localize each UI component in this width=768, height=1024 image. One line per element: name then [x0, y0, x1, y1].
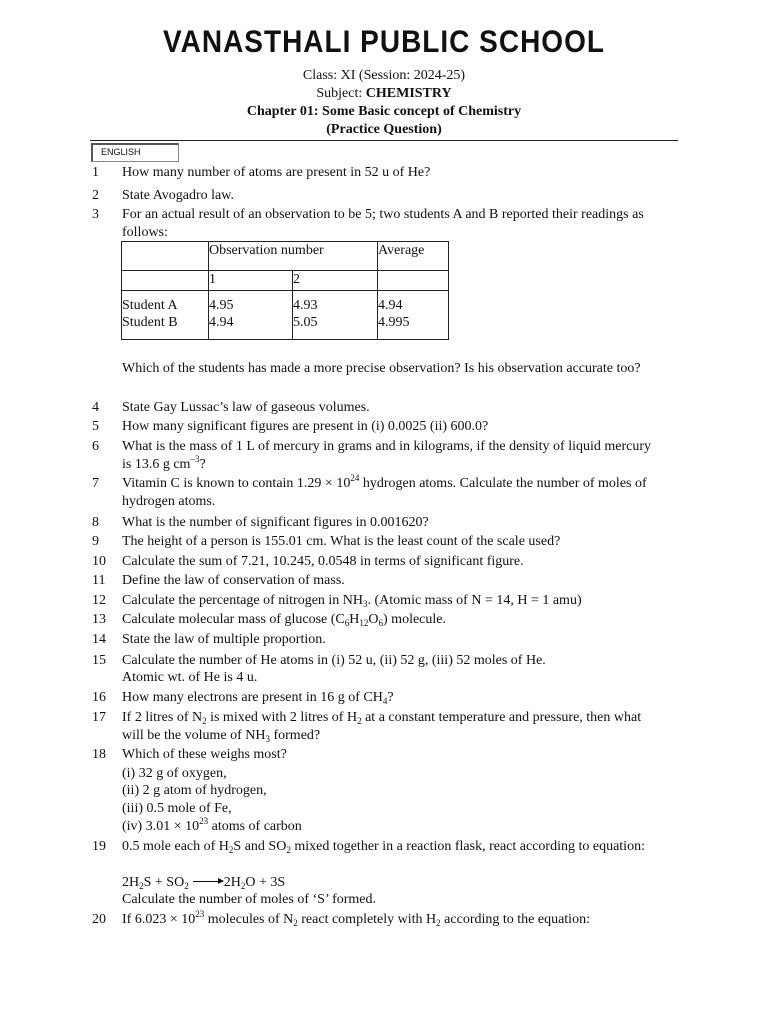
- question-number: 12: [92, 593, 106, 608]
- subscript: 3: [363, 599, 368, 609]
- subscript: 3: [265, 733, 270, 744]
- question-text: [122, 709, 662, 744]
- question-text: How many significant figures are present in (i) 0.0025 (ii) 600.0?: [122, 419, 489, 434]
- superscript: 23: [199, 816, 209, 826]
- text-part: at a constant temperature and pressure, then what will be the volume of NH: [122, 710, 642, 743]
- table-cell: 4.995: [378, 315, 410, 330]
- subject-name: CHEMISTRY: [365, 86, 452, 101]
- question-text: How many number of atoms are present in 52 u of He?: [122, 165, 431, 180]
- superscript: 24: [350, 473, 360, 483]
- subscript: 6: [344, 618, 350, 628]
- text-part: Vitamin C is known to contain 1.29 × 10: [122, 476, 351, 491]
- text-part: is mixed with 2 litres of H: [206, 710, 358, 725]
- question-text: [122, 911, 662, 929]
- subscript: 12: [359, 618, 369, 628]
- question-number: 17: [92, 710, 106, 725]
- text-part: 2H: [223, 875, 241, 890]
- reaction-arrow-icon: [193, 881, 223, 882]
- question-text: State Avogadro law.: [122, 188, 234, 203]
- text-part: S and SO: [233, 839, 287, 854]
- question-text: State Gay Lussac’s law of gaseous volumes.: [122, 400, 370, 415]
- question-number: 11: [92, 573, 106, 588]
- option-iv: [122, 818, 302, 836]
- text-part: O + 3S: [245, 875, 286, 890]
- text-part: atoms of carbon: [208, 819, 302, 834]
- text-part: react completely with H: [297, 912, 437, 927]
- text-part: . (Atomic mass of N = 14, H = 1 amu): [367, 593, 582, 608]
- language-tab[interactable]: ENGLISH: [91, 143, 179, 162]
- subscript: 2: [202, 716, 207, 726]
- text-part: hydrogen atoms. Calculate the number of moles of hydrogen atoms.: [122, 476, 647, 509]
- question-number: 4: [92, 400, 99, 415]
- subject-line: [0, 85, 768, 103]
- header-rule: [90, 140, 678, 141]
- chapter-title: Chapter 01: Some Basic concept of Chemistry: [246, 104, 522, 119]
- text-part: If 6.023 × 10: [122, 912, 196, 927]
- text-part: Calculate molecular mass of glucose (C: [122, 612, 345, 627]
- student-a-label: Student A: [122, 298, 178, 313]
- superscript: 23: [195, 909, 205, 919]
- table-cell: 5.05: [293, 315, 318, 330]
- option-iii: (iii) 0.5 mole of Fe,: [122, 801, 232, 816]
- question-number: 20: [92, 912, 106, 927]
- text-part: mixed together in a reaction flask, react according to equation:: [290, 839, 645, 854]
- subscript: 2: [139, 881, 144, 891]
- question-text: Calculate the number of He atoms in (i) 52 u, (ii) 52 g, (iii) 52 moles of He.: [122, 653, 546, 668]
- subscript: 6: [378, 618, 384, 628]
- question-number: 10: [92, 554, 106, 569]
- option-i: (i) 32 g of oxygen,: [122, 766, 227, 781]
- table-cell: [122, 242, 209, 271]
- question-number: 19: [92, 839, 106, 854]
- subscript: 2: [240, 881, 246, 891]
- question-number: 2: [92, 188, 99, 203]
- question-number: 14: [92, 632, 106, 647]
- question-number: 13: [92, 612, 106, 627]
- question-text: For an actual result of an observation to be 5; two students A and B reported their readings as follows:: [122, 207, 644, 240]
- subscript: 2: [436, 918, 441, 928]
- option-ii: (ii) 2 g atom of hydrogen,: [122, 783, 267, 798]
- question-number: 15: [92, 653, 106, 668]
- question-text: Calculate the sum of 7.21, 10.245, 0.0548 in terms of significant figure.: [122, 554, 524, 569]
- question-15-note: Atomic wt. of He is 4 u.: [122, 670, 258, 685]
- table-col2-values: [293, 291, 378, 340]
- table-cell: [378, 271, 449, 291]
- question-text: Which of these weighs most?: [122, 747, 287, 762]
- table-avg-values: [378, 291, 449, 340]
- question-text: Define the law of conservation of mass.: [122, 573, 345, 588]
- table-header-col2: 2: [293, 271, 378, 291]
- question-number: 8: [92, 515, 99, 530]
- text-part: formed?: [269, 727, 321, 743]
- question-text: [122, 475, 662, 510]
- worksheet-type: (Practice Question): [326, 122, 442, 137]
- text-part: molecules of N: [204, 912, 294, 927]
- question-text: [122, 838, 662, 856]
- text-part: ?: [387, 690, 394, 705]
- table-header-col1: 1: [209, 271, 293, 291]
- text-part: 2H: [122, 875, 140, 890]
- subscript: 2: [293, 918, 298, 928]
- subject-prefix: Subject:: [316, 86, 366, 101]
- question-number: 16: [92, 690, 106, 705]
- class-label: Class: XI (Session: 2024-25): [302, 68, 466, 83]
- text-part: If 2 litres of N: [122, 710, 203, 725]
- question-text: Which of the students has made a more precise observation? Is his observation accurate too?: [122, 361, 641, 376]
- question-number: 18: [92, 747, 106, 762]
- subscript: 4: [382, 696, 388, 706]
- question-text: What is the number of significant figures in 0.001620?: [122, 515, 429, 530]
- question-text: The height of a person is 155.01 cm. What is the least count of the scale used?: [122, 534, 561, 549]
- question-number: 7: [92, 476, 99, 491]
- question-text: State the law of multiple proportion.: [122, 632, 326, 647]
- subscript: 2: [228, 845, 234, 855]
- table-cell: 4.94: [209, 315, 234, 330]
- reaction-equation: [122, 874, 285, 892]
- subscript: 2: [286, 845, 291, 855]
- text-part: H: [349, 612, 360, 627]
- text-part: Calculate the percentage of nitrogen in NH: [122, 593, 364, 608]
- text-part: O: [368, 612, 379, 627]
- subscript: 2: [184, 881, 189, 891]
- question-number: 5: [92, 419, 99, 434]
- text-part: S + SO: [143, 875, 185, 890]
- observation-table: [121, 241, 449, 340]
- table-col1-values: [209, 291, 293, 340]
- text-part: What is the mass of 1 L of mercury in grams and in kilograms, if the density of liquid mercury is 13.6 g cm: [122, 439, 652, 472]
- question-number: 9: [92, 534, 99, 549]
- text-part: (iv) 3.01 × 10: [122, 819, 200, 834]
- table-header-average: Average: [378, 242, 449, 271]
- text-part: ?: [199, 456, 206, 472]
- text-part: ) molecule.: [383, 612, 446, 627]
- table-cell: 4.94: [378, 298, 403, 313]
- question-text: [122, 689, 662, 707]
- table-cell: 4.93: [293, 298, 318, 313]
- question-text: [122, 438, 662, 473]
- question-19-ask: Calculate the number of moles of ‘S’ formed.: [122, 892, 376, 907]
- question-text: [122, 611, 662, 629]
- question-number: 1: [92, 165, 99, 180]
- question-number: 3: [92, 207, 99, 222]
- table-cell: 4.95: [209, 298, 234, 313]
- student-b-label: Student B: [122, 315, 178, 330]
- superscript: –3: [190, 453, 200, 464]
- table-cell: [122, 271, 209, 291]
- question-number: 6: [92, 439, 99, 454]
- school-name: VANASTHALI PUBLIC SCHOOL: [163, 24, 605, 59]
- question-text: [122, 592, 662, 610]
- subscript: 2: [357, 716, 362, 726]
- text-part: according to the equation:: [440, 912, 590, 927]
- table-header-observation: Observation number: [209, 242, 378, 271]
- text-part: How many electrons are present in 16 g of CH: [122, 690, 383, 705]
- table-row-labels: [122, 291, 209, 340]
- text-part: 0.5 mole each of H: [122, 839, 229, 854]
